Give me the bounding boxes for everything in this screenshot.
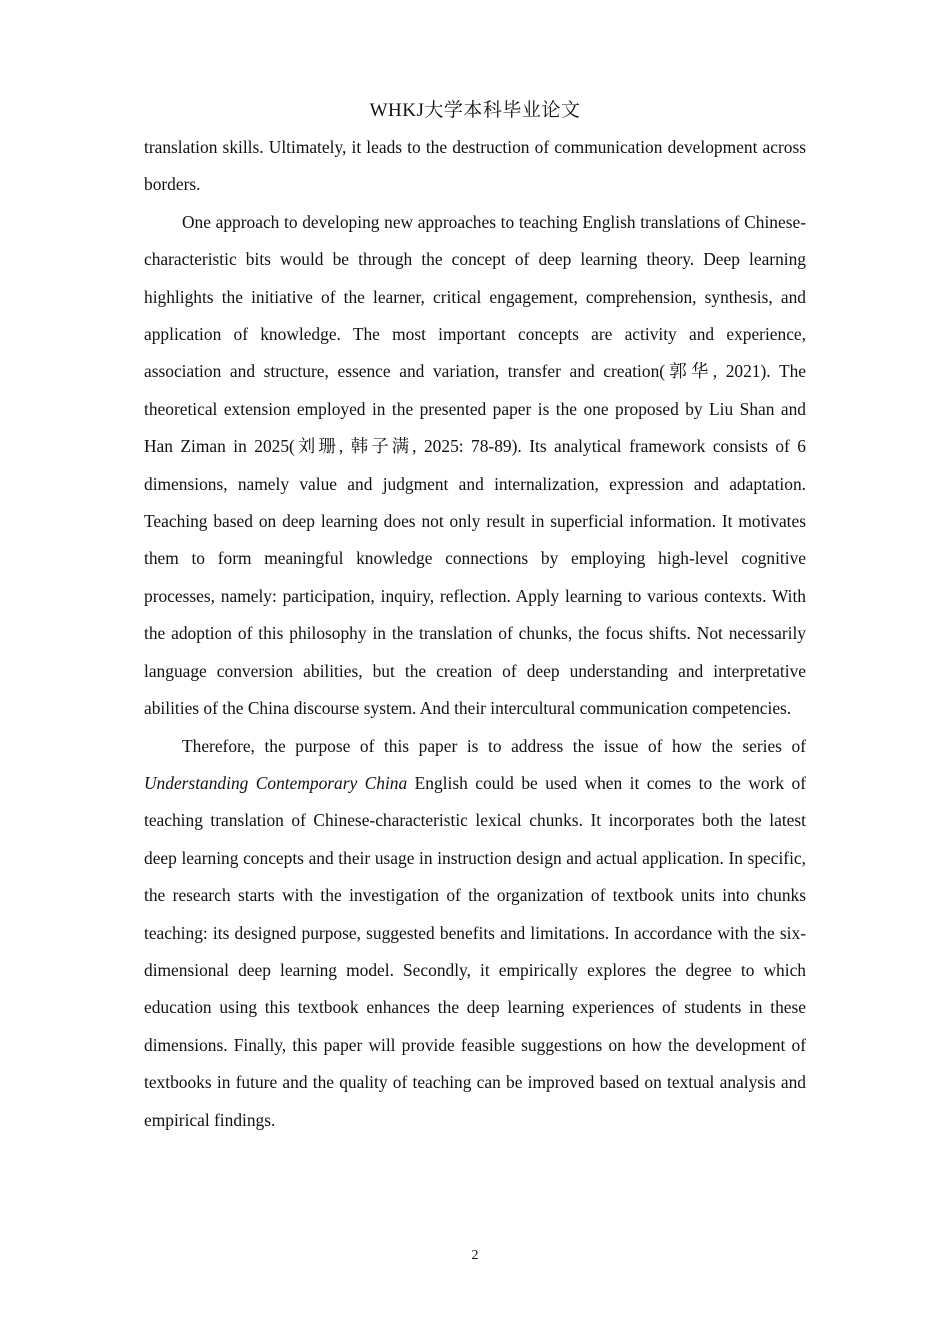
- paragraph-deep-learning: One approach to developing new approaches to teaching English translations of Chinese-characteristic bits would be through the concept of deep learning theory. Deep learning highlights the initiative of the learner, critical engagement, comprehension, synthesis, and application of knowledge. The most important concepts are activity and experience, association and structure, essence and variation, transfer and creation(郭华, 2021). The theoretical extension employed in the presented paper is the one proposed by Liu Shan and Han Ziman in 2025(刘珊, 韩子满, 2025: 78-89). Its analytical framework consists of 6 dimensions, namely value and judgment and internalization, expression and adaptation. Teaching based on deep learning does not only result in superficial information. It motivates them to form meaningful knowledge connections by employing high-level cognitive processes, namely: participation, inquiry, reflection. Apply learning to various contexts. With the adoption of this philosophy in the translation of chunks, the focus shifts. Not necessarily language conversion abilities, but the creation of deep understanding and interpretative abilities of the China discourse system. And their intercultural communication competencies.: [144, 211, 806, 719]
- paragraph-purpose-rest: English could be used when it comes to the work of teaching translation of Chinese-characteristic lexical chunks. It incorporates both the latest deep learning concepts and their usage in instruction design and actual application. In specific, the research starts with the investigation of the organization of textbook units into chunks teaching: its designed purpose, suggested benefits and limitations. In accordance with the six-dimensional deep learning model. Secondly, it empirically explores the degree to which education using this textbook enhances the deep learning experiences of students in these dimensions. Finally, this paper will provide feasible suggestions on how the development of textbooks in future and the quality of teaching can be improved based on textual analysis and empirical findings.: [144, 772, 806, 1130]
- paragraph-purpose-lead: Therefore, the purpose of this paper is to address the issue of how the series of: [182, 735, 806, 756]
- document-body: [144, 129, 806, 1139]
- paragraph-purpose: [144, 728, 806, 1139]
- paragraph-continuation: translation skills. Ultimately, it leads to the destruction of communication development across borders.: [144, 137, 806, 195]
- page-number: 2: [471, 1248, 479, 1263]
- running-header: WHKJ大学本科毕业论文: [369, 100, 581, 121]
- book-title: Understanding Contemporary China: [144, 772, 408, 793]
